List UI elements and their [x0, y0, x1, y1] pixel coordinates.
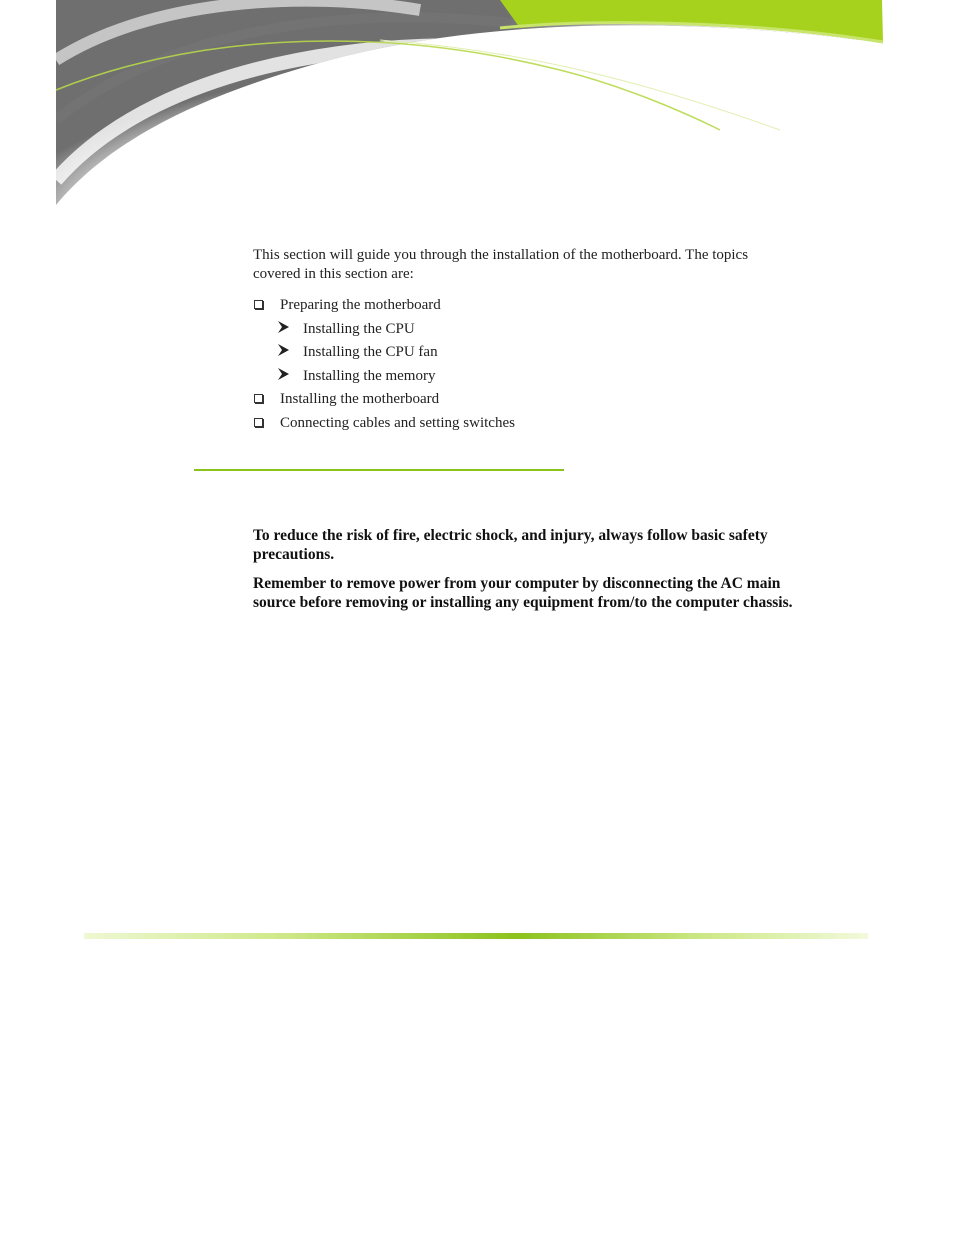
- checkbox-bullet-icon: [254, 300, 263, 309]
- list-item: Installing the CPU fan: [253, 342, 515, 366]
- power-warning: Remember to remove power from your computer by disconnecting the AC main source before removing or installing any equipment from/to the computer chassis.: [253, 575, 793, 611]
- topics-list: [253, 295, 515, 436]
- list-item: Connecting cables and setting switches: [253, 413, 515, 437]
- footer-band: [84, 933, 868, 939]
- checkbox-bullet-icon: [254, 394, 263, 403]
- list-item: Installing the CPU: [253, 319, 515, 343]
- arrow-bullet-icon: [277, 366, 290, 382]
- list-item: Preparing the motherboard: [253, 295, 515, 319]
- list-item: Installing the memory: [253, 366, 515, 390]
- header-swirl-graphic: [0, 0, 954, 215]
- safety-warning: To reduce the risk of fire, electric shock, and injury, always follow basic safety precautions.: [253, 527, 768, 563]
- list-item: Installing the motherboard: [253, 389, 515, 413]
- checkbox-bullet-icon: [254, 418, 263, 427]
- intro-paragraph: This section will guide you through the installation of the motherboard. The topics covered in this section are:: [253, 247, 749, 282]
- arrow-bullet-icon: [277, 342, 290, 358]
- section-divider: [194, 469, 564, 471]
- arrow-bullet-icon: [277, 319, 290, 335]
